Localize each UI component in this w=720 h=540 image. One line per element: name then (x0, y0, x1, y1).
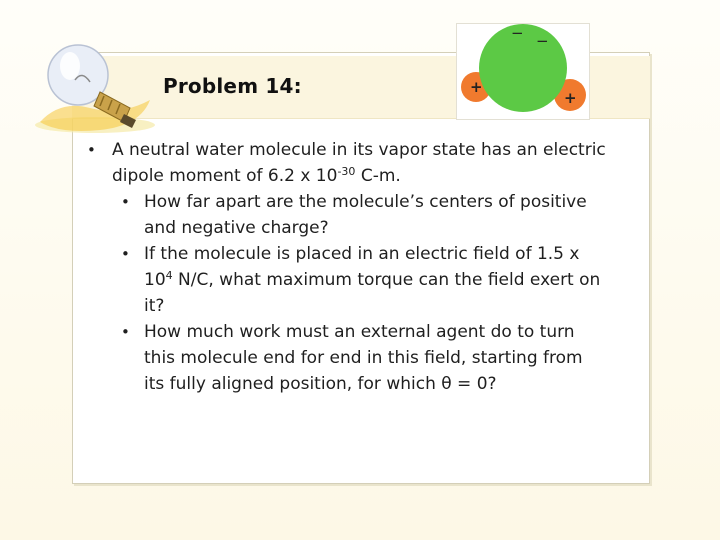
sub-bullet-torque: • If the molecule is placed in an electric field of 1.5 x $10^4$ N/C, what maximum torque can the field exert on it? (86, 241, 606, 319)
bullet-marker: • (121, 323, 130, 341)
main-bullet: • A neutral water molecule in its vapor state has an electric dipole moment of 6.2 x $10^{-30}$ C-m. (86, 137, 606, 189)
water-molecule-diagram (448, 20, 598, 120)
positive-charge-sign: + (564, 89, 577, 107)
positive-charge-sign: + (470, 78, 483, 96)
bullet-marker: • (121, 193, 130, 211)
problem-text (86, 137, 606, 397)
light-bulb-icon (20, 30, 180, 140)
bullet-marker: • (87, 141, 96, 159)
bullet-marker: • (121, 245, 130, 263)
negative-charge-sign: − (511, 24, 524, 42)
slide-title: Problem 14: (163, 74, 302, 98)
negative-charge-sign: − (536, 32, 549, 50)
sub-bullet-work: • How much work must an external agent do to turn this molecule end for end in this field, starting from its fully aligned position, for which θ = 0? (86, 319, 606, 397)
sub-bullet-separation: • How far apart are the molecule’s centers of positive and negative charge? (86, 189, 606, 241)
